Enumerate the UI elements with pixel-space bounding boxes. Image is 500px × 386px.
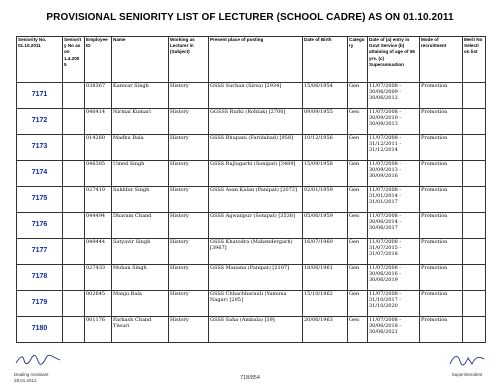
posting-cell: GSSS Saha (Ambala) [39] <box>209 317 303 343</box>
subject-cell: History <box>169 161 209 187</box>
table-row <box>17 291 486 317</box>
category-cell: Gen <box>348 239 368 265</box>
service-dates-cell: 11/07/2008 - 30/06/2016 - 30/06/2019 <box>368 265 420 291</box>
posting-cell: GSSS Khatodra (Mahendergarh) [3967] <box>209 239 303 265</box>
column-header: Date of (a) entry in Govt Service (b) attaining of age of 55 yrs. (c) Superannuation <box>368 37 420 83</box>
recruitment-mode-cell: Promotion <box>420 213 463 239</box>
merit-cell <box>463 291 486 317</box>
employee-id-cell: 046414 <box>85 109 112 135</box>
subject-cell: History <box>169 291 209 317</box>
table-row <box>17 187 486 213</box>
merit-cell <box>463 161 486 187</box>
category-cell: Gen <box>348 265 368 291</box>
old-seniority-cell <box>63 187 85 213</box>
recruitment-mode-cell: Promotion <box>420 291 463 317</box>
old-seniority-cell <box>63 161 85 187</box>
category-cell: Gen <box>348 83 368 109</box>
employee-id-cell: 002645 <box>85 291 112 317</box>
seniority-no-cell: 7179 <box>17 291 63 317</box>
name-cell: Kanwar Singh <box>112 83 169 109</box>
category-cell: Gen <box>348 187 368 213</box>
seniority-no-cell: 7173 <box>17 135 63 161</box>
page-number: 718/854 <box>240 375 260 381</box>
dob-cell: 18/06/1961 <box>303 265 348 291</box>
column-header: Date of Birth <box>303 37 348 83</box>
table-row <box>17 161 486 187</box>
recruitment-mode-cell: Promotion <box>420 109 463 135</box>
column-header: Mode of recruitment <box>420 37 463 83</box>
recruitment-mode-cell: Promotion <box>420 187 463 213</box>
table-row <box>17 213 486 239</box>
seniority-no-cell: 7175 <box>17 187 63 213</box>
old-seniority-cell <box>63 239 85 265</box>
old-seniority-cell <box>63 135 85 161</box>
dob-cell: 05/06/1959 <box>303 213 348 239</box>
recruitment-mode-cell: Promotion <box>420 83 463 109</box>
name-cell: Mohan Singh <box>112 265 169 291</box>
table-row <box>17 265 486 291</box>
column-header: Category <box>348 37 368 83</box>
merit-cell <box>463 187 486 213</box>
footer-date: 28.01.2012 <box>14 377 37 383</box>
seniority-no-cell: 7177 <box>17 239 63 265</box>
column-header: Present place of posting <box>209 37 303 83</box>
service-dates-cell: 11/07/2008 - 31/12/2011 - 31/12/2014 <box>368 135 420 161</box>
seniority-no-cell: 7174 <box>17 161 63 187</box>
merit-cell <box>463 317 486 343</box>
superintendent-caption: Superintendent <box>451 372 483 377</box>
seniority-no-cell: 7172 <box>17 109 63 135</box>
seniority-no-cell: 7176 <box>17 213 63 239</box>
name-cell: Satyavir Singh <box>112 239 169 265</box>
category-cell: Gen <box>348 109 368 135</box>
name-cell: Nirmal Kumari <box>112 109 169 135</box>
dob-cell: 09/09/1955 <box>303 109 348 135</box>
dob-cell: 20/06/1963 <box>303 317 348 343</box>
service-dates-cell: 11/07/2008 - 30/06/2018 - 30/06/2021 <box>368 317 420 343</box>
category-cell: Gen <box>348 135 368 161</box>
table-row <box>17 317 486 343</box>
subject-cell: History <box>169 317 209 343</box>
recruitment-mode-cell: Promotion <box>420 317 463 343</box>
name-cell: Sukhbir Singh <box>112 187 169 213</box>
employee-id-cell: 014260 <box>85 135 112 161</box>
table-row <box>17 239 486 265</box>
superintendent-signature <box>446 352 488 368</box>
subject-cell: History <box>169 83 209 109</box>
employee-id-cell: 001176 <box>85 317 112 343</box>
merit-cell <box>463 135 486 161</box>
old-seniority-cell <box>63 317 85 343</box>
service-dates-cell: 11/07/2008 - 30/09/2013 - 30/09/2016 <box>368 161 420 187</box>
table-header-row <box>17 37 486 83</box>
posting-cell: GSSS Chhachharauli (Yamuna Nagar) [295] <box>209 291 303 317</box>
service-dates-cell: 11/07/2008 - 31/01/2014 - 31/01/2017 <box>368 187 420 213</box>
column-header: Name <box>112 37 169 83</box>
name-cell: Umed Singh <box>112 161 169 187</box>
recruitment-mode-cell: Promotion <box>420 135 463 161</box>
category-cell: Gen <box>348 161 368 187</box>
old-seniority-cell <box>63 265 85 291</box>
recruitment-mode-cell: Promotion <box>420 161 463 187</box>
seniority-no-cell: 7171 <box>17 83 63 109</box>
merit-cell <box>463 265 486 291</box>
column-header: Employee ID <box>85 37 112 83</box>
subject-cell: History <box>169 265 209 291</box>
seniority-table <box>16 36 486 343</box>
table-row <box>17 135 486 161</box>
name-cell: Parkash Chand Tiwari <box>112 317 169 343</box>
seniority-no-cell: 7178 <box>17 265 63 291</box>
category-cell: Gen <box>348 213 368 239</box>
dob-cell: 15/10/1962 <box>303 291 348 317</box>
posting-cell: GSSS Manana (Panipat) [2107] <box>209 265 303 291</box>
subject-cell: History <box>169 213 209 239</box>
service-dates-cell: 11/07/2008 - 31/10/2017 - 31/10/2020 <box>368 291 420 317</box>
service-dates-cell: 11/07/2008 - 31/07/2015 - 31/07/2018 <box>368 239 420 265</box>
posting-cell: GSSS Agwanpur (Sonipat) [3538] <box>209 213 303 239</box>
employee-id-cell: 027410 <box>85 187 112 213</box>
column-header: Seniorit y No as on 1.4.200 5 <box>63 37 85 83</box>
subject-cell: History <box>169 135 209 161</box>
category-cell: Gen <box>348 291 368 317</box>
old-seniority-cell <box>63 291 85 317</box>
name-cell: Madhu Bala <box>112 135 169 161</box>
dealing-assistant-signature <box>14 352 62 368</box>
table-row <box>17 109 486 135</box>
column-header: Working as Lecturer in (Subject) <box>169 37 209 83</box>
subject-cell: History <box>169 239 209 265</box>
dob-cell: 02/01/1959 <box>303 187 348 213</box>
dob-cell: 15/09/1958 <box>303 161 348 187</box>
posting-cell: GSSS Suchan (Sirsa) [2934] <box>209 83 303 109</box>
subject-cell: History <box>169 187 209 213</box>
service-dates-cell: 11/07/2008 - 30/06/2014 - 30/06/2017 <box>368 213 420 239</box>
merit-cell <box>463 83 486 109</box>
dob-cell: 15/06/1954 <box>303 83 348 109</box>
posting-cell: GSSS Asan Kalan (Panipat) [2072] <box>209 187 303 213</box>
table-row <box>17 83 486 109</box>
name-cell: Dharam Chand <box>112 213 169 239</box>
subject-cell: History <box>169 109 209 135</box>
service-dates-cell: 11/07/2008 - 30/09/2010 - 30/09/2013 <box>368 109 420 135</box>
page-title: PROVISIONAL SENIORITY LIST OF LECTURER (SCHOOL CADRE) AS ON 01.10.2011 <box>46 12 454 23</box>
posting-cell: GSSS Rajlugarhi (Sonipat) [3489] <box>209 161 303 187</box>
merit-cell <box>463 109 486 135</box>
employee-id-cell: 044494 <box>85 213 112 239</box>
employee-id-cell: 038367 <box>85 83 112 109</box>
name-cell: Manju Bala <box>112 291 169 317</box>
seniority-no-cell: 7180 <box>17 317 63 343</box>
employee-id-cell: 027433 <box>85 265 112 291</box>
column-header: Seniority No. 01.10.2011 <box>17 37 63 83</box>
superintendent-signature-block <box>446 352 488 377</box>
posting-cell: GSSS Bhupani (Faridabad) [958] <box>209 135 303 161</box>
dob-cell: 16/07/1960 <box>303 239 348 265</box>
old-seniority-cell <box>63 109 85 135</box>
posting-cell: GGSSS Rurki (Rohtak) [2700] <box>209 109 303 135</box>
column-header: Merit No Selecti on list <box>463 37 486 83</box>
merit-cell <box>463 213 486 239</box>
recruitment-mode-cell: Promotion <box>420 239 463 265</box>
service-dates-cell: 11/07/2008 - 30/06/2009 - 30/06/2012 <box>368 83 420 109</box>
merit-cell <box>463 239 486 265</box>
dob-cell: 10/12/1956 <box>303 135 348 161</box>
dealing-assistant-caption: Dealing Assistant <box>14 372 49 377</box>
old-seniority-cell <box>63 213 85 239</box>
employee-id-cell: 046385 <box>85 161 112 187</box>
recruitment-mode-cell: Promotion <box>420 265 463 291</box>
employee-id-cell: 049444 <box>85 239 112 265</box>
category-cell: Gen <box>348 317 368 343</box>
old-seniority-cell <box>63 83 85 109</box>
